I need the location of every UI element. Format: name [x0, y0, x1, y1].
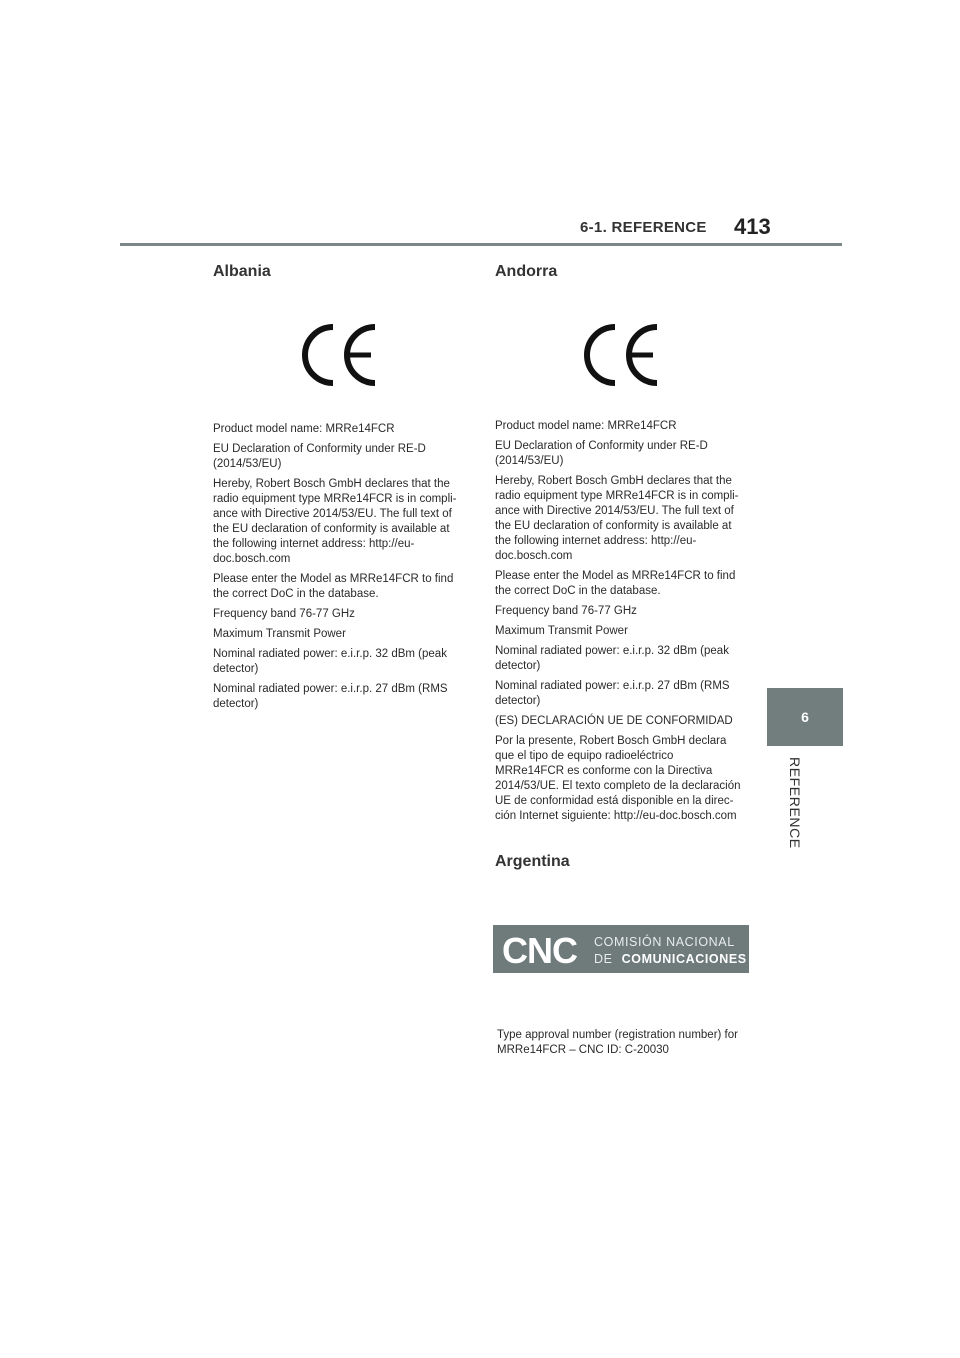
albania-paragraph: Maximum Transmit Power	[213, 628, 346, 640]
chapter-number: 6	[801, 709, 809, 725]
andorra-text	[495, 419, 745, 824]
approval-text: Type approval number (registration number) for MRRe14FCR – CNC ID: C-20030	[497, 1029, 738, 1056]
albania-paragraph: Hereby, Robert Bosch GmbH declares that the radio equipment type MRRe14FCR is in compli-ance with Directive 2014/53/EU. The full text of the EU declaration of conformity is available at the following internet address: http://eu-doc.bosch.com	[213, 478, 457, 565]
andorra-paragraph: Hereby, Robert Bosch GmbH declares that the radio equipment type MRRe14FCR is in compli-ance with Directive 2014/53/EU. The full text of the EU declaration of conformity is available at the following internet address: http://eu-doc.bosch.com	[495, 475, 739, 562]
albania-heading: Albania	[213, 263, 271, 280]
cnc-acronym: CNC	[502, 930, 577, 971]
svg-text:DE COMUNICACIONES	[594, 952, 747, 966]
chapter-tab[interactable]	[767, 688, 843, 746]
andorra-paragraph: Nominal radiated power: e.i.r.p. 27 dBm (RMS detector)	[495, 680, 730, 707]
ce-mark-icon	[579, 324, 661, 386]
cnc-logo-graphic	[493, 925, 749, 973]
andorra-paragraph: Por la presente, Robert Bosch GmbH declara que el tipo de equipo radioeléctrico MRRe14FCR es conforme con la Directiva 2014/53/UE. El texto completo de la declaración UE de conformidad está disponible en la direc-ción Internet siguiente: http://eu-doc.bosch.com	[495, 735, 741, 822]
andorra-paragraph: (ES) DECLARACIÓN UE DE CONFORMIDAD	[495, 715, 733, 727]
cnc-line2-prefix: DE	[594, 952, 613, 966]
chapter-label	[787, 757, 809, 852]
cnc-line1: COMISIÓN NACIONAL	[594, 935, 735, 949]
albania-paragraph: Nominal radiated power: e.i.r.p. 27 dBm (RMS detector)	[213, 683, 448, 710]
albania-paragraph: Frequency band 76-77 GHz	[213, 608, 355, 620]
albania-text	[213, 422, 463, 712]
cnc-line2-bold: COMUNICACIONES	[621, 952, 747, 966]
andorra-paragraph: EU Declaration of Conformity under RE-D (2014/53/EU)	[495, 440, 708, 467]
albania-paragraph: EU Declaration of Conformity under RE-D (2014/53/EU)	[213, 443, 426, 470]
header-rule	[120, 243, 842, 246]
chapter-label-text: REFERENCE	[787, 757, 803, 849]
page-number: 413	[734, 214, 771, 239]
albania-paragraph: Please enter the Model as MRRe14FCR to find the correct DoC in the database.	[213, 573, 454, 600]
albania-paragraph: Product model name: MRRe14FCR	[213, 423, 395, 435]
albania-paragraph: Nominal radiated power: e.i.r.p. 32 dBm (peak detector)	[213, 648, 447, 675]
andorra-heading: Andorra	[495, 263, 558, 280]
cnc-logo	[493, 925, 749, 973]
andorra-paragraph: Please enter the Model as MRRe14FCR to find the correct DoC in the database.	[495, 570, 736, 597]
andorra-paragraph: Frequency band 76-77 GHz	[495, 605, 637, 617]
section-label: 6-1. REFERENCE	[580, 219, 707, 236]
page-header	[0, 0, 960, 250]
approval-text-block	[497, 1028, 749, 1063]
section-albania	[213, 262, 463, 717]
andorra-paragraph: Nominal radiated power: e.i.r.p. 32 dBm (peak detector)	[495, 645, 729, 672]
andorra-paragraph: Product model name: MRRe14FCR	[495, 420, 677, 432]
andorra-paragraph: Maximum Transmit Power	[495, 625, 628, 637]
section-argentina	[495, 852, 749, 872]
ce-mark-icon	[297, 324, 379, 386]
argentina-heading: Argentina	[495, 853, 570, 870]
section-andorra	[495, 262, 745, 829]
